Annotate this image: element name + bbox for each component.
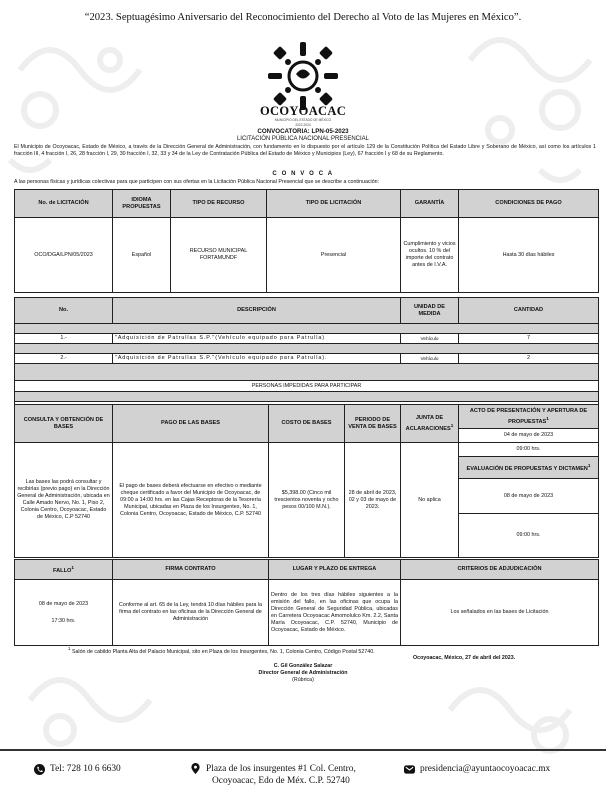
fallo-fecha: 08 de mayo de 2023 <box>38 600 89 607</box>
header-junta: JUNTA DE ACLARACIONES$^1$ <box>401 405 459 443</box>
spacer-band <box>15 344 599 354</box>
contact-phone <box>34 764 121 775</box>
header-costo: COSTO DE BASES <box>269 405 345 443</box>
cell-garantia: Cumplimiento y vicios ocultos. 10 % del importe del contrato antes de I.V.A. <box>401 218 459 293</box>
footnote: $^1$ Salón de cabildo Planta Alta del Palacio Municipal, sito en Plaza de los Insurgentes, No. 1, Colonia Centro, Código Postal 52740. <box>68 646 375 655</box>
spacer-band <box>15 392 599 402</box>
header-garantia: GARANTÍA <box>401 190 459 218</box>
table-row <box>15 354 599 364</box>
cell-consulta: Las bases las podrá consultar y recibirlas (previo pago) en la Dirección General de Administración, ubicada en Calle Amado Nervo, No. 1, Piso 2, Colonia Centro, Ocoyoacac, Estado de México, C.P 52740 <box>15 443 113 558</box>
phone-text: Tel: 728 10 6 6630 <box>50 764 121 774</box>
item-quantity: 7 <box>459 334 599 344</box>
signature-block <box>0 663 606 684</box>
bases-table <box>14 404 599 558</box>
cell-lugar: Dentro de los tres días hábiles siguientes a la emisión del fallo, en las oficinas que ocupa la Dirección General de Seguridad Pública, ubicadas en Carretera Ocoyoacac Amomolulco Km. 2.2, Santa María Ocoyoacac, C.P. 52740, Municipio de Ocoyoacac, Estado de México. <box>269 580 401 646</box>
cell-no-licitacion: OCO/DGA/LPN/05/2023 <box>15 218 113 293</box>
signer-name: C. Gil González Salazar <box>273 663 333 669</box>
signer-title: Director General de Administración <box>258 670 348 676</box>
bidding-info-table <box>14 189 599 293</box>
logo-years: 2022-2024 <box>295 123 311 127</box>
contact-address <box>190 763 356 787</box>
cell-criterios: Los señalados en las bases de Licitación <box>401 580 599 646</box>
location-pin-icon <box>190 763 201 774</box>
email-icon <box>404 764 415 775</box>
header-no-licitacion: No. de LICITACIÓN <box>15 190 113 218</box>
cell-idioma: Español <box>113 218 171 293</box>
header-criterios: CRITERIOS DE ADJUDICACIÓN <box>401 560 599 580</box>
cell-fallo <box>15 580 113 646</box>
eval-hora: 09:00 hrs. <box>459 514 599 558</box>
header-lugar: LUGAR Y PLAZO DE ENTREGA <box>269 560 401 580</box>
footer-divider <box>0 749 606 751</box>
header-no: No. <box>15 298 113 324</box>
cell-costo: $5,398.00 (Cinco mil trescientos noventa y ocho pesos 00/100 M.N.). <box>269 443 345 558</box>
cell-periodo: 28 de abril de 2023, 02 y 03 de mayo de 2023. <box>345 443 401 558</box>
cell-tipo-licitacion: Presencial <box>267 218 401 293</box>
table-row <box>15 334 599 344</box>
phone-icon <box>34 764 45 775</box>
address-line-2: Ocoyoacac, Edo de Méx. C.P. 52740 <box>212 776 350 786</box>
header-pago: PAGO DE LAS BASES <box>113 405 269 443</box>
header-periodo: PERIODO DE VENTA DE BASES <box>345 405 401 443</box>
eval-fecha: 08 de mayo de 2023 <box>459 479 599 514</box>
header-consulta: CONSULTA Y OBTENCIÓN DE BASES <box>15 405 113 443</box>
cell-condiciones-pago: Hasta 30 días hábiles <box>459 218 599 293</box>
spacer-band <box>15 324 599 334</box>
header-idioma: IDIOMA PROPUESTAS <box>113 190 171 218</box>
fallo-table <box>14 559 599 646</box>
item-no: 1.- <box>15 334 113 344</box>
email-text: presidencia@ayuntaocoyoacac.mx <box>420 764 551 774</box>
cell-firma: Conforme al art. 65 de la Ley, tendrá 10 días hábiles para la firma del contrato en las oficinas de la Dirección General de Administración <box>113 580 269 646</box>
header-cantidad: CANTIDAD <box>459 298 599 324</box>
item-description: "Adquisición de Patrullas S.P."(Vehículo equipado para Patrulla). <box>113 354 401 364</box>
logo-subtitle: MUNICIPIO DEL ESTADO DE MÉXICO <box>274 118 332 122</box>
cell-pago: El pago de bases deberá efectuarse en efectivo o mediante cheque certificado a favor del Municipio de Ocoyoacac, de 09:00 a 14:00 hrs. en las Cajas Receptoras de la Tesorería Municipal, ubicadas en Plaza de los Insurgentes, No. 1, Colonia Centro, Ocoyoacac, Estado de México, C.P. 52740 <box>113 443 269 558</box>
item-no: 2.- <box>15 354 113 364</box>
item-unit: Vehículo <box>401 334 459 344</box>
rubrica: (Rúbrica) <box>292 677 314 683</box>
header-unidad: UNIDAD DE MEDIDA <box>401 298 459 324</box>
item-unit: Vehículo <box>401 354 459 364</box>
spacer-band <box>15 364 599 381</box>
cell-junta: No aplica <box>401 443 459 558</box>
impedidas-title: PERSONAS IMPEDIDAS PARA PARTICIPAR <box>15 381 599 392</box>
convocatoria-title: CONVOCATORIA: LPN-05-2023 <box>257 128 349 135</box>
header-fallo: FALLO$^1$ <box>15 560 113 580</box>
header-tipo-licitacion: TIPO DE LICITACIÓN <box>267 190 401 218</box>
header-acto: ACTO DE PRESENTACIÓN Y APERTURA DE PROPUESTAS$^1$ <box>459 405 599 429</box>
document-date: Ocoyoacac, México, 27 de abril del 2023. <box>413 655 516 661</box>
acto-hora: 09:00 hrs. <box>459 443 599 457</box>
intro-paragraph: El Municipio de Ocoyoacac, Estado de México, a través de la Dirección General de Administración, con fundamento en lo dispuesto por el artículo 129 de la Constitución Política del Estado Libre y Soberano de México, así como los artículos 1 fracción III, 4 fracción I, 26, 28 fracción I, 29, 30 fracción I, 32, 33 y 34 de la Ley de Contratación Pública del Estado de México y Municipios (Ley), 67 fracción I y 68 de su Reglamento. <box>14 144 596 158</box>
contact-email <box>404 764 550 775</box>
fallo-hora: 17:30 hrs. <box>51 617 76 624</box>
address-line-1: Plaza de los insurgentes #1 Col. Centro, <box>206 764 356 774</box>
convoca-heading: C O N V O C A <box>272 171 334 177</box>
description-table <box>14 297 599 413</box>
invitation-text: A las personas físicas y jurídicas colectivas para que participen con sus ofertas en la Licitación Pública Nacional Presencial que se describe a continuación: <box>14 179 380 185</box>
convocatoria-subtitle: LICITACIÓN PÚBLICA NACIONAL PRESENCIAL <box>236 136 370 142</box>
header-firma: FIRMA CONTRATO <box>113 560 269 580</box>
header-tipo-recurso: TIPO DE RECURSO <box>171 190 267 218</box>
logo-wordmark: OCOYOACAC <box>259 104 347 118</box>
acto-fecha: 04 de mayo de 2023 <box>459 429 599 443</box>
item-quantity: 2 <box>459 354 599 364</box>
header-descripcion: DESCRIPCIÓN <box>113 298 401 324</box>
cell-tipo-recurso: RECURSO MUNICIPAL FORTAMUNDF <box>171 218 267 293</box>
header-evaluacion: EVALUACIÓN DE PROPUESTAS Y DICTAMEN$^1$ <box>459 457 599 479</box>
item-description: "Adquisición de Patrullas S.P."(Vehículo equipado para Patrulla) <box>113 334 401 344</box>
header-condiciones-pago: CONDICIONES DE PAGO <box>459 190 599 218</box>
commemorative-motto: “2023. Septuagésimo Aniversario del Reconocimiento del Derecho al Voto de las Mujeres en México”. <box>84 12 522 23</box>
